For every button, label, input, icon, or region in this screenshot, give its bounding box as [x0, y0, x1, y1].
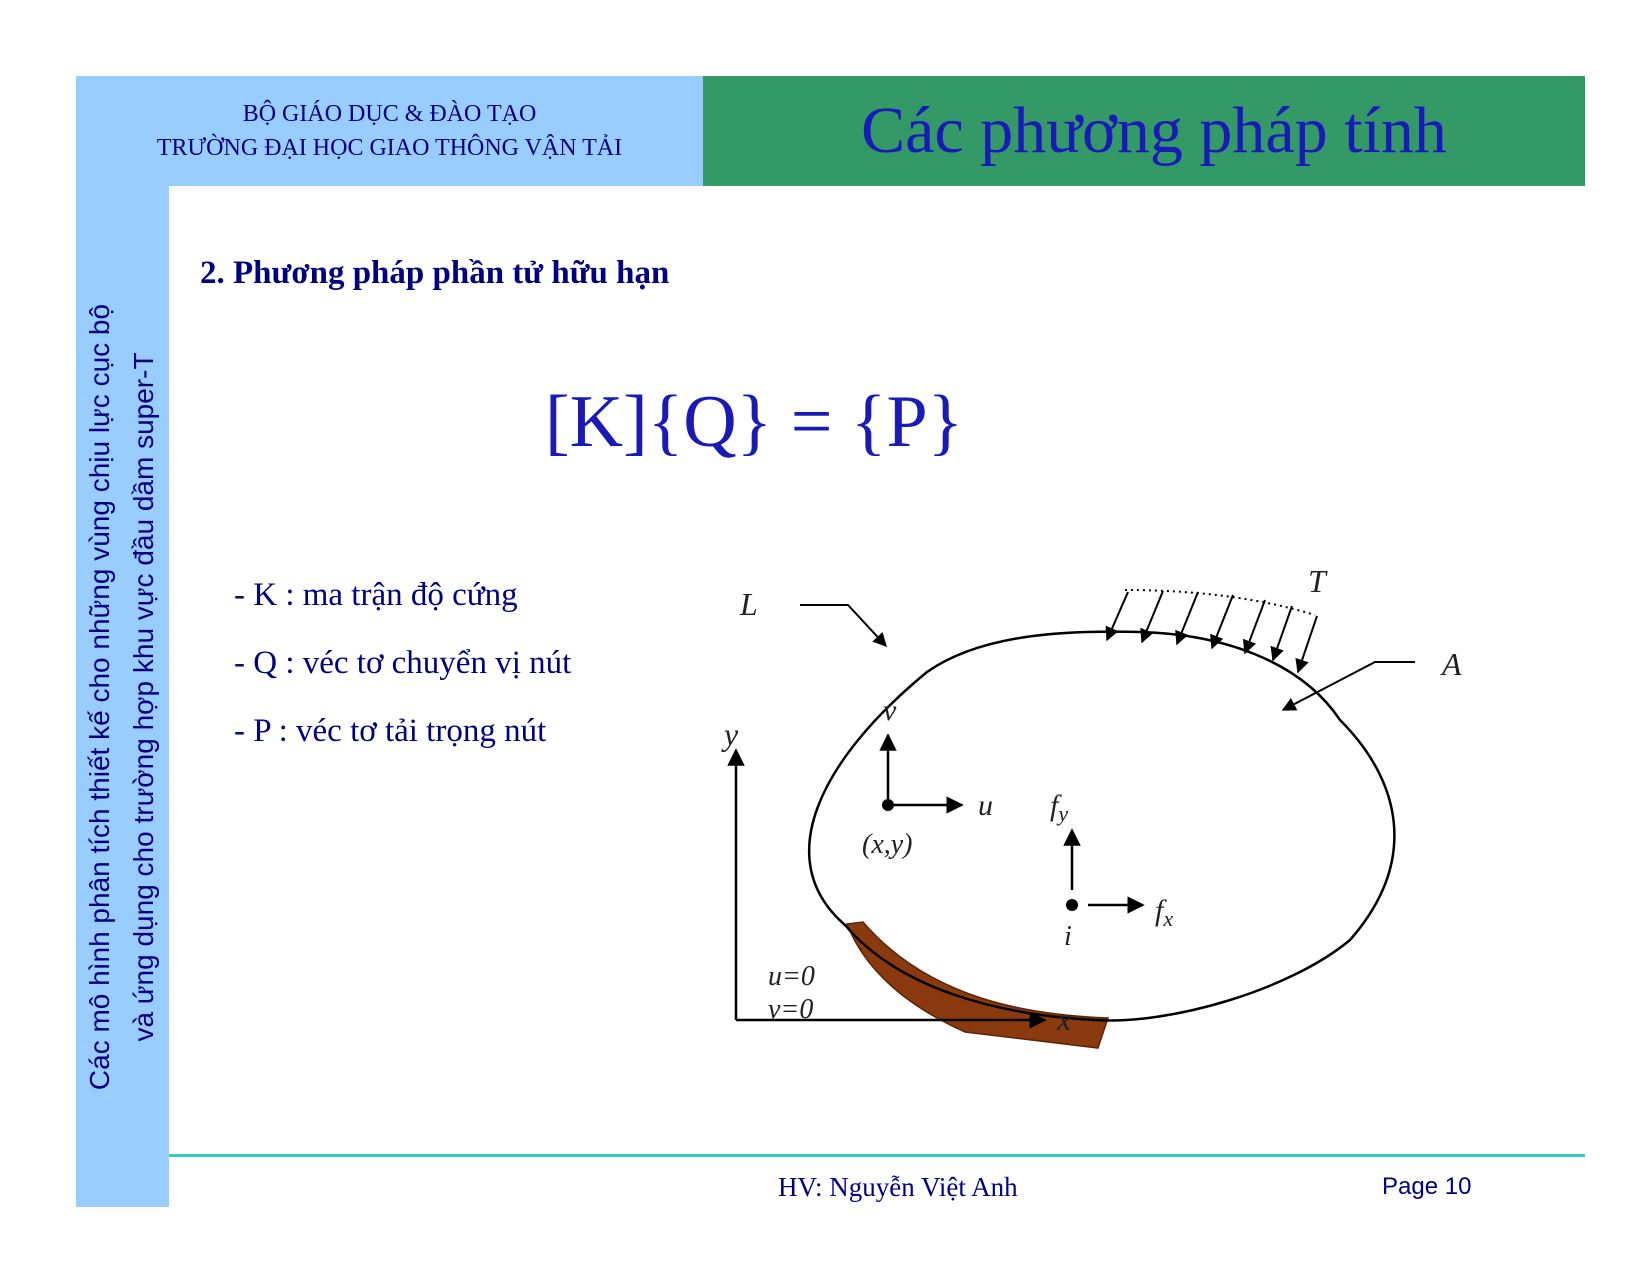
ministry-name: BỘ GIÁO DỤC & ĐÀO TẠO [242, 101, 537, 127]
label-fx-sub: x [1163, 906, 1174, 931]
label-bc-u: u=0 [768, 961, 815, 992]
definition-q: - Q : véc tơ chuyển vị nút [234, 645, 572, 681]
label-xy: (x,y) [862, 829, 913, 860]
footer-divider [169, 1154, 1585, 1157]
label-a: A [1442, 646, 1462, 682]
label-fx [1155, 894, 1173, 931]
label-t: T [1308, 563, 1326, 599]
label-fy-main: f [1050, 789, 1059, 822]
sidebar-title-line-2: và ứng dụng cho trường hợp khu vực đầu dầm super-T [128, 352, 159, 1042]
leader-l [800, 605, 886, 646]
label-y-axis: y [724, 716, 739, 752]
label-fy [1050, 789, 1068, 826]
node-i [1066, 899, 1078, 911]
label-u: u [978, 789, 993, 822]
definition-k: - K : ma trận độ cứng [234, 577, 518, 613]
university-name: TRƯỜNG ĐẠI HỌC GIAO THÔNG VẬN TẢI [156, 135, 623, 161]
label-l: L [740, 586, 758, 622]
header-title-band [703, 76, 1585, 186]
label-x-axis: x [1057, 1001, 1072, 1037]
definition-list [234, 570, 571, 774]
sidebar-vertical-title [78, 207, 166, 1187]
traction-dotted-curve [1125, 590, 1315, 615]
fem-domain-diagram [700, 560, 1480, 1120]
leader-a [1283, 662, 1415, 710]
sidebar-title-line-1: Các mô hình phân tích thiết kế cho những vùng chịu lực cục bộ [84, 303, 115, 1091]
section-heading: 2. Phương pháp phần tử hữu hạn [200, 255, 670, 291]
label-fx-main: f [1155, 894, 1164, 927]
header-institution [76, 76, 703, 186]
page-number: Page 10 [1382, 1173, 1472, 1200]
fem-equation: [K]{Q} = {P} [545, 381, 964, 463]
slide-title: Các phương pháp tính [861, 94, 1447, 167]
footer-author: HV: Nguyễn Việt Anh [778, 1172, 1018, 1202]
label-i: i [1064, 921, 1072, 952]
definition-p: - P : véc tơ tải trọng nút [234, 713, 547, 749]
label-fy-sub: y [1058, 801, 1069, 826]
label-bc-v: v=0 [768, 994, 814, 1025]
label-v: v [883, 694, 897, 727]
